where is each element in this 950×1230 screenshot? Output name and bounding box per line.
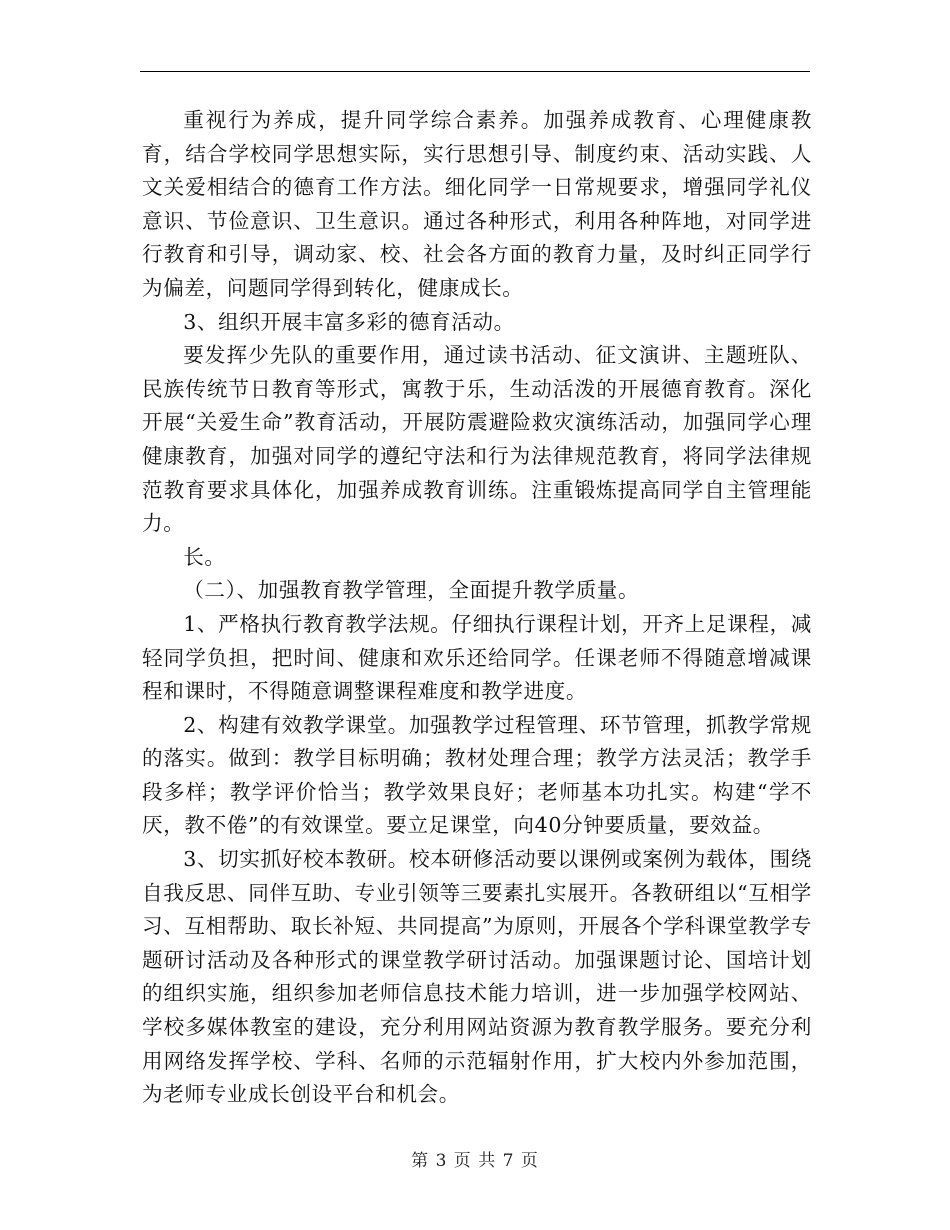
paragraph-item-2: 2、构建有效教学课堂。加强教学过程管理、环节管理，抓教学常规的落实。做到：教学目标明确；教材处理合理；教学方法灵活；教学手段多样；教学评价恰当；教学效果良好；老师基本功扎实。构建“学不厌，教不倦”的有效课堂。要立足课堂，向40分钟要质量，要效益。: [142, 712, 812, 838]
paragraph-behavior-habits: 重视行为养成，提升同学综合素养。加强养成教育、心理健康教育，结合学校同学思想实际，实行思想引导、制度约束、活动实践、人文关爱相结合的德育工作方法。细化同学一日常规要求，增强同学礼仪意识、节俭意识、卫生意识。通过各种形式，利用各种阵地，对同学进行教育和引导，调动家、校、社会各方面的教育力量，及时纠正同学行为偏差，问题同学得到转化，健康成长。: [142, 108, 812, 300]
document-body: [142, 104, 812, 1112]
section-heading-teaching-management: （二）、加强教育教学管理，全面提升教学质量。: [183, 578, 640, 603]
paragraph-item-1: 1、严格执行教育教学法规。仔细执行课程计划，开齐上足课程，减轻同学负担，把时间、健康和欢乐还给同学。任课老师不得随意增减课程和课时，不得随意调整课程难度和教学进度。: [142, 611, 812, 704]
header-rule: [140, 71, 810, 72]
paragraph-item-3-heading: 3、组织开展丰富多彩的德育活动。: [183, 309, 515, 334]
paragraph-young-pioneers: 要发挥少先队的重要作用，通过读书活动、征文演讲、主题班队、民族传统节日教育等形式，寓教于乐，生动活泼的开展德育教育。深化开展“关爱生命”教育活动，开展防震避险救灾演练活动，加强同学心理健康教育，加强对同学的遵纪守法和行为法律规范教育，将同学法律规范教育要求具体化，加强养成教育训练。注重锻炼提高同学自主管理能力。: [142, 343, 812, 536]
page-number: 第 3 页 共 7 页: [411, 1151, 539, 1171]
paragraph-fragment: 长。: [183, 544, 226, 569]
paragraph-item-3: 3、切实抓好校本教研。校本研修活动要以课例或案例为载体，围绕自我反思、同伴互助、专业引领等三要素扎实展开。各教研组以“互相学习、互相帮助、取长补短、共同提高”为原则，开展各个学科课堂教学专题研讨活动及各种形式的课堂教学研讨活动。加强课题讨论、国培计划的组织实施，组织参加老师信息技术能力培训，进一步加强学校网站、学校多媒体教室的建设，充分利用网站资源为教育教学服务。要充分利用网络发挥学校、学科、名师的示范辐射作用，扩大校内外参加范围，为老师专业成长创设平台和机会。: [142, 847, 812, 1107]
